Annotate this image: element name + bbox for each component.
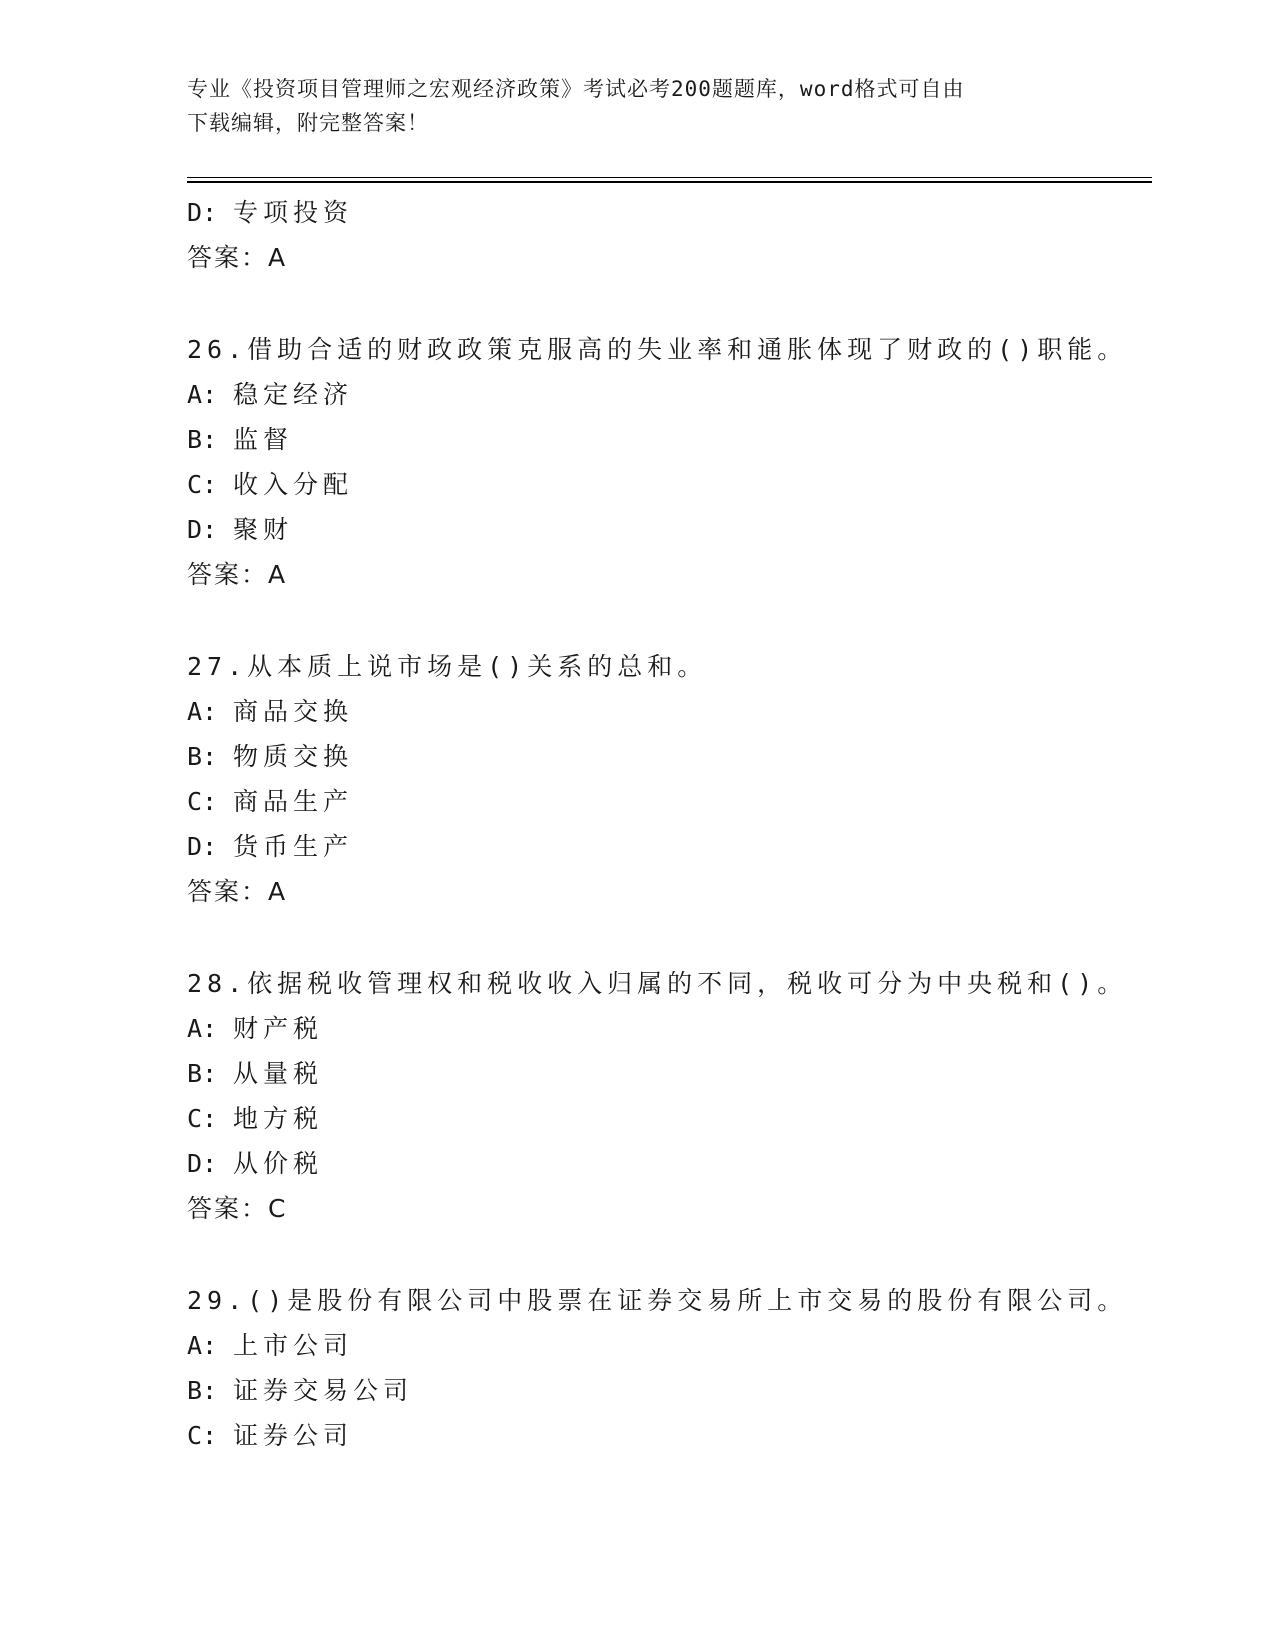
option-text: 商品生产	[233, 787, 354, 816]
answer-line: 答案：A	[187, 243, 288, 272]
question-stem: 26.借助合适的财政政策克服高的失业率和通胀体现了财政的()职能。	[187, 335, 1128, 364]
option-text: 证券公司	[233, 1421, 354, 1450]
question-stem: 27.从本质上说市场是()关系的总和。	[187, 652, 708, 681]
option-text: 货币生产	[233, 832, 354, 861]
question-stem: 28.依据税收管理权和税收收入归属的不同，税收可分为中央税和()。	[187, 969, 1128, 998]
option-label: C:	[187, 1421, 218, 1450]
question-29	[187, 1278, 1147, 1458]
question-list	[187, 190, 1147, 1458]
question-27	[187, 644, 1147, 914]
option-text: 证券交易公司	[233, 1376, 414, 1405]
answer-line: 答案：A	[187, 560, 288, 589]
option-b	[187, 1051, 1147, 1096]
option-text: 地方税	[233, 1104, 324, 1133]
option-text: 从量税	[233, 1059, 324, 1088]
option-a	[187, 1006, 1147, 1051]
option-b	[187, 417, 1147, 462]
option-label: B:	[187, 742, 218, 771]
option-text: 稳定经济	[233, 380, 354, 409]
answer-line: 答案：A	[187, 877, 288, 906]
option-a	[187, 689, 1147, 734]
option-text: 收入分配	[233, 470, 354, 499]
option-text: 上市公司	[233, 1331, 354, 1360]
option-c	[187, 1096, 1147, 1141]
option-label: A:	[187, 1331, 218, 1360]
header-line-1: 专业《投资项目管理师之宏观经济政策》考试必考200题题库，word格式可自由	[187, 77, 965, 101]
option-label: A:	[187, 1014, 218, 1043]
question-28	[187, 961, 1147, 1231]
option-label: B:	[187, 1376, 218, 1405]
option-b	[187, 734, 1147, 779]
option-d	[187, 507, 1147, 552]
option-text: 监督	[233, 425, 294, 454]
header-rule-thick	[187, 181, 1152, 183]
option-label: D:	[187, 832, 218, 861]
question-stem: 29.()是股份有限公司中股票在证券交易所上市交易的股份有限公司。	[187, 1286, 1128, 1315]
option-label: A:	[187, 697, 218, 726]
option-text: 专项投资	[233, 198, 354, 227]
option-label: B:	[187, 425, 218, 454]
option-c	[187, 1413, 1147, 1458]
option-label: D:	[187, 198, 218, 227]
option-label: D:	[187, 1149, 218, 1178]
option-label: D:	[187, 515, 218, 544]
option-text: 财产税	[233, 1014, 324, 1043]
answer-line: 答案：C	[187, 1194, 288, 1223]
option-a	[187, 1323, 1147, 1368]
option-c	[187, 462, 1147, 507]
option-d	[187, 824, 1147, 869]
option-label: C:	[187, 787, 218, 816]
option-text: 从价税	[233, 1149, 324, 1178]
option-c	[187, 779, 1147, 824]
option-label: C:	[187, 470, 218, 499]
option-a	[187, 372, 1147, 417]
option-d	[187, 190, 1147, 235]
option-text: 聚财	[233, 515, 294, 544]
header-line-2: 下载编辑，附完整答案！	[187, 111, 429, 135]
document-header	[187, 72, 1067, 140]
option-text: 物质交换	[233, 742, 354, 771]
option-text: 商品交换	[233, 697, 354, 726]
option-label: C:	[187, 1104, 218, 1133]
question-26	[187, 327, 1147, 597]
option-label: B:	[187, 1059, 218, 1088]
option-label: A:	[187, 380, 218, 409]
option-d	[187, 1141, 1147, 1186]
option-b	[187, 1368, 1147, 1413]
header-rule-thin	[187, 177, 1152, 178]
